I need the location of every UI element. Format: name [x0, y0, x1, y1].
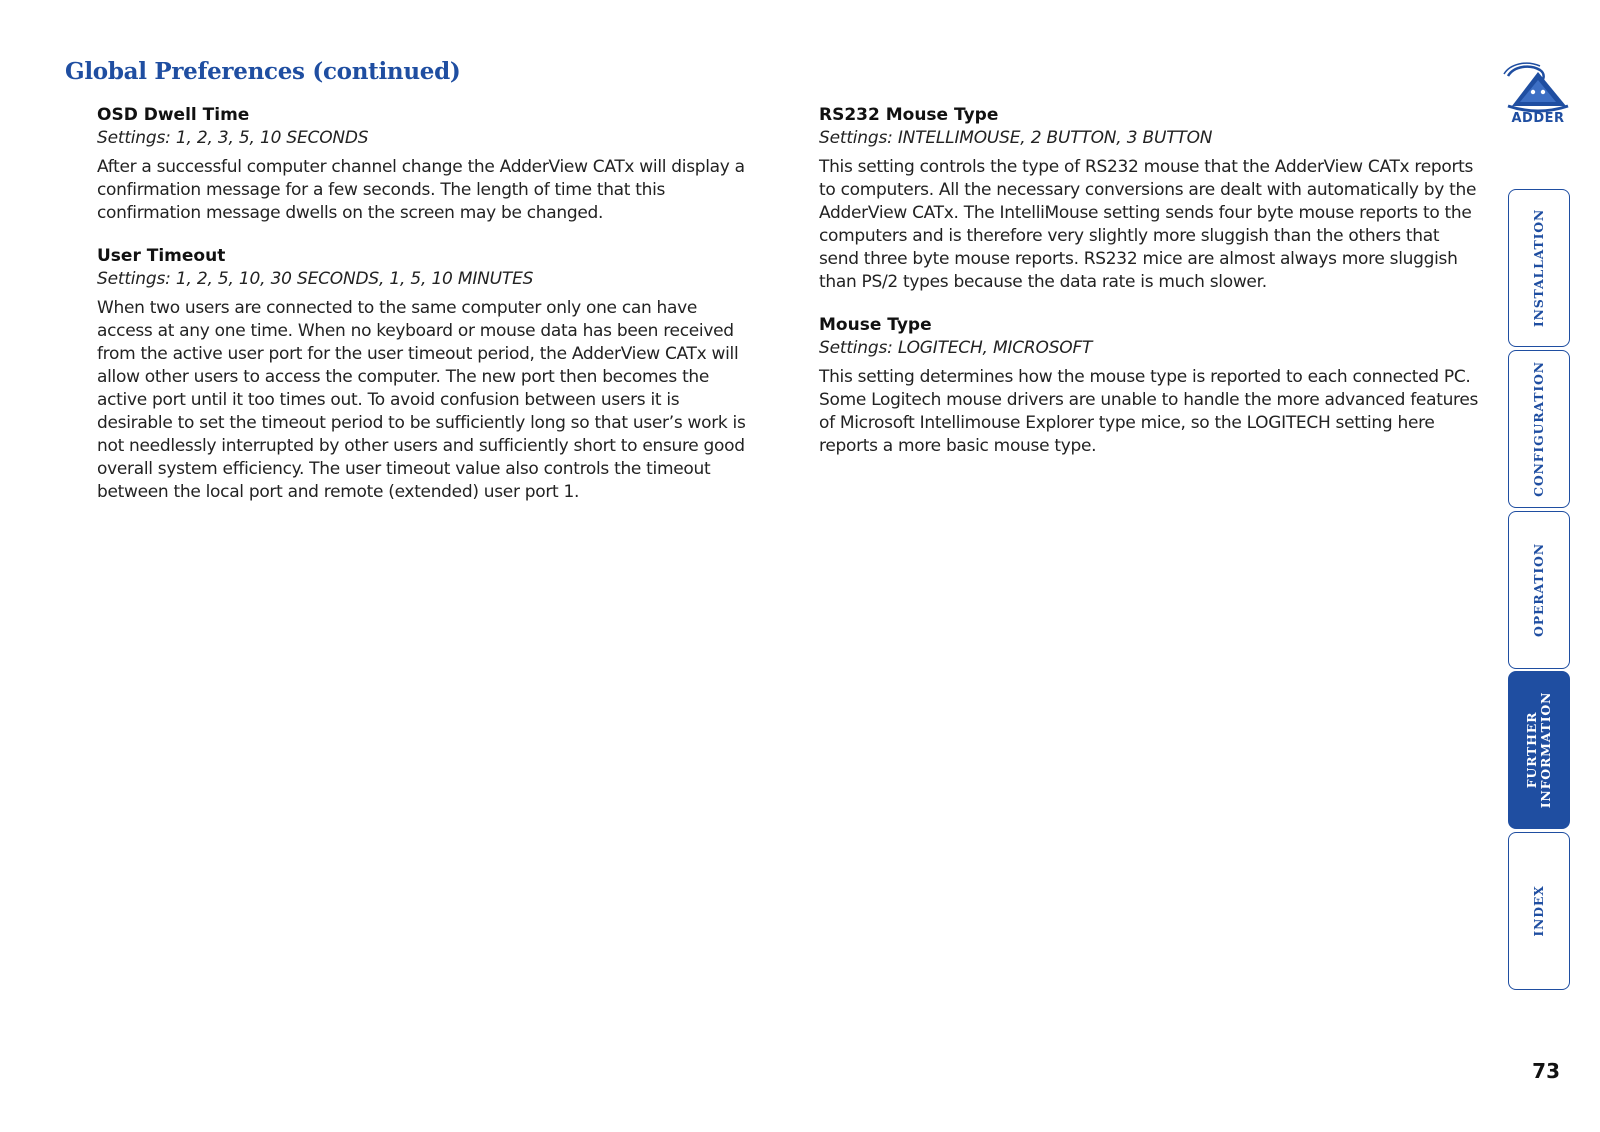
tab-label: INDEX	[1531, 885, 1546, 937]
right-column	[819, 104, 1479, 478]
logo-text: ADDER	[1511, 111, 1565, 126]
section-heading: RS232 Mouse Type	[819, 105, 999, 125]
section-settings: Settings: INTELLIMOUSE, 2 BUTTON, 3 BUTTON	[819, 128, 1213, 148]
tab-operation[interactable]	[1508, 511, 1570, 669]
section-heading: OSD Dwell Time	[97, 105, 250, 125]
section-settings: Settings: 1, 2, 3, 5, 10 SECONDS	[97, 128, 369, 148]
section-body: This setting determines how the mouse type is reported to each connected PC. Some Logitech mouse drivers are unable to handle the more advanced features of Microsoft Intellimouse Explorer type mice, so the LOGITECH setting here reports a more basic mouse type.	[819, 367, 1479, 456]
tab-index[interactable]	[1508, 832, 1570, 990]
osd-dwell-time-section	[97, 104, 752, 225]
tab-label: OPERATION	[1531, 543, 1546, 637]
section-body: After a successful computer channel change the AdderView CATx will display a confirmation message for a few seconds. The length of time that this confirmation message dwells on the screen may be changed.	[97, 157, 745, 223]
tab-label: INSTALLATION	[1531, 208, 1546, 328]
page-title: Global Preferences (continued)	[65, 58, 461, 85]
section-heading: Mouse Type	[819, 315, 932, 335]
tab-configuration[interactable]	[1508, 350, 1570, 508]
tab-further-information[interactable]	[1508, 671, 1570, 829]
page-number: 73	[1532, 1059, 1560, 1083]
tab-label: CONFIGURATION	[1531, 361, 1546, 497]
section-body: When two users are connected to the same computer only one can have access at any one time. When no keyboard or mouse data has been received from the active user port for the user timeout period, the AdderView CATx will allow other users to access the computer. The new port then becomes the active port until it too times out. To avoid confusion between users it is desirable to set the timeout period to be sufficiently long so that user’s work is not needlessly interrupted by other users and sufficiently short to ensure good overall system efficiency. The user timeout value also controls the timeout between the local port and remote (extended) user port 1.	[97, 298, 746, 502]
section-settings: Settings: LOGITECH, MICROSOFT	[819, 338, 1093, 358]
section-heading: User Timeout	[97, 246, 226, 266]
section-body: This setting controls the type of RS232 mouse that the AdderView CATx reports to computers. All the necessary conversions are dealt with automatically by the AdderView CATx. The IntelliMouse setting sends four byte mouse reports to the computers and is therefore very slightly more sluggish than the others that send three byte mouse reports. RS232 mice are almost always more sluggish than PS/2 types because the data rate is much slower.	[819, 157, 1477, 292]
section-settings: Settings: 1, 2, 5, 10, 30 SECONDS, 1, 5, 10 MINUTES	[97, 269, 534, 289]
left-column	[97, 104, 752, 524]
rs232-mouse-type-section	[819, 104, 1479, 294]
tab-label: FURTHER INFORMATION	[1524, 691, 1553, 809]
mouse-type-section	[819, 314, 1479, 458]
user-timeout-section	[97, 245, 752, 504]
tab-installation[interactable]	[1508, 189, 1570, 347]
